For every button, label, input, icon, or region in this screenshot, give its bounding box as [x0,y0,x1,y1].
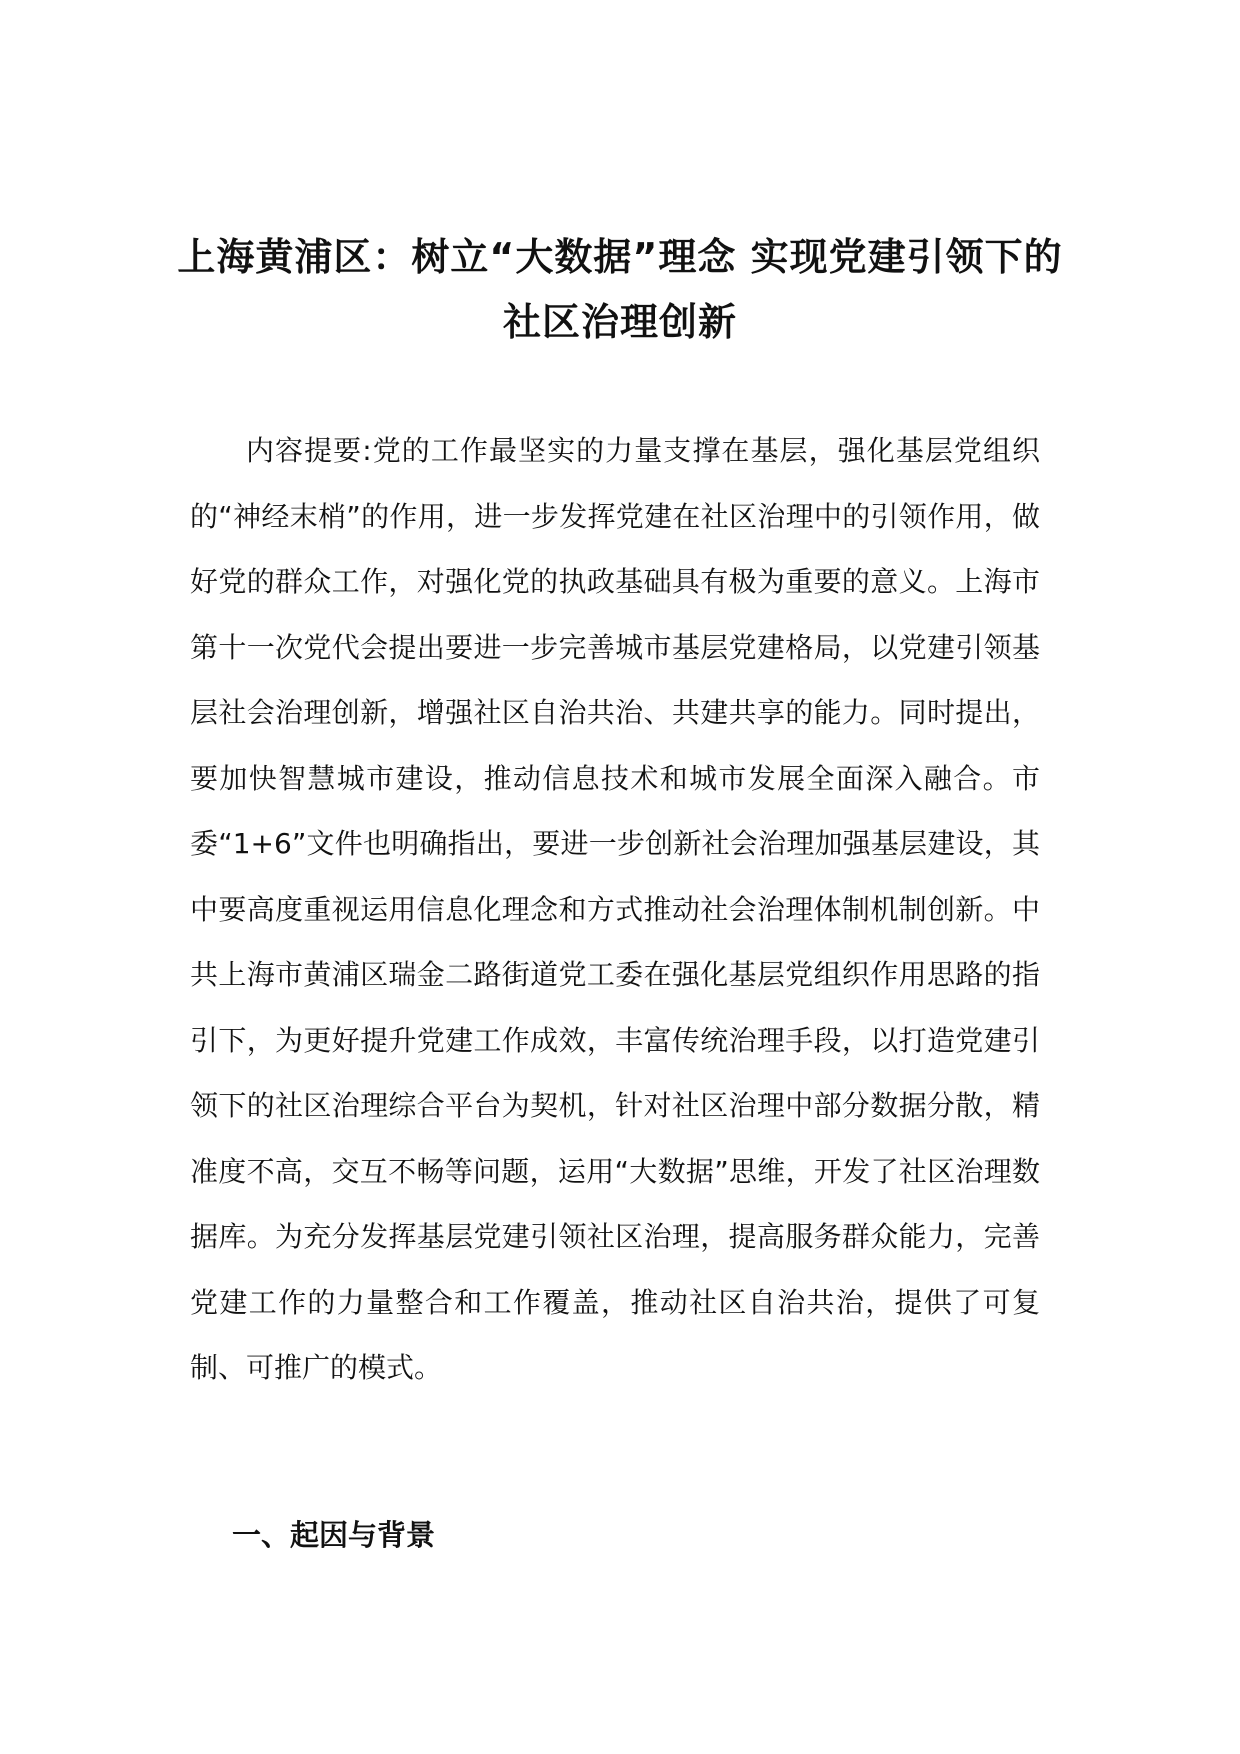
abstract-paragraph: 内容提要:党的工作最坚实的力量支撑在基层，强化基层党组织的“神经末梢”的作用，进一步发挥党建在社区治理中的引领作用，做好党的群众工作，对强化党的执政基础具有极为重要的意义。上海市第十一次党代会提出要进一步完善城市基层党建格局，以党建引领基层社会治理创新，增强社区自治共治、共建共享的能力。同时提出，要加快智慧城市建设，推动信息技术和城市发展全面深入融合。市委“1+6”文件也明确指出，要进一步创新社会治理加强基层建设，其中要高度重视运用信息化理念和方式推动社会治理体制机制创新。中共上海市黄浦区瑞金二路街道党工委在强化基层党组织作用思路的指引下，为更好提升党建工作成效，丰富传统治理手段，以打造党建引领下的社区治理综合平台为契机，针对社区治理中部分数据分散，精准度不高，交互不畅等问题，运用“大数据”思维，开发了社区治理数据库。为充分发挥基层党建引领社区治理，提高服务群众能力，完善党建工作的力量整合和工作覆盖，推动社区自治共治，提供了可复制、可推广的模式。 [190,434,1040,1384]
document-title: 上海黄浦区：树立“大数据”理念 实现党建引领下的社区治理创新 [177,235,1063,345]
section-heading: 一、起因与背景 [232,1518,436,1552]
